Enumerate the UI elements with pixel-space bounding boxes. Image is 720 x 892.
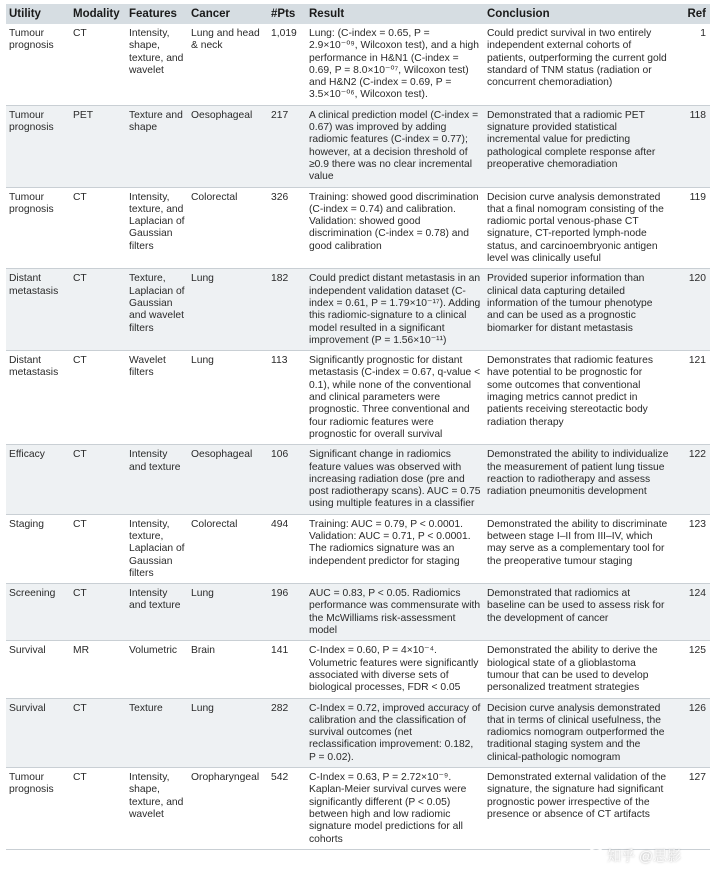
cell-cancer: Lung bbox=[188, 269, 268, 351]
table-row bbox=[6, 768, 710, 850]
cell-utility: Survival bbox=[9, 645, 46, 657]
cell-cancer: Colorectal bbox=[191, 191, 238, 203]
cell-result: AUC = 0.83, P < 0.05. Radiomics performance was commensurate with the McWilliams risk-assessment model bbox=[306, 584, 484, 641]
cell-ref: 124 bbox=[672, 584, 710, 641]
cell-ref: 118 bbox=[672, 105, 710, 187]
cell-pts: 326 bbox=[271, 191, 289, 203]
cell-features: Intensity, shape, texture, and wavelet bbox=[129, 772, 184, 820]
header-conclusion: Conclusion bbox=[484, 4, 672, 24]
cell-cancer: Lung and head & neck bbox=[191, 28, 260, 52]
cell-utility: Tumour prognosis bbox=[9, 28, 54, 52]
cell-modality: CT bbox=[70, 584, 126, 641]
cell-result: Significant change in radiomics feature values was observed with increasing radiation dose (pre and post radiotherapy scans). AUC = 0.75 using multiple features in a classifier bbox=[306, 445, 484, 514]
cell-modality: CT bbox=[73, 772, 87, 784]
header-result: Result bbox=[306, 4, 484, 24]
cell-ref: 127 bbox=[688, 772, 706, 784]
cell-pts: 494 bbox=[271, 518, 289, 530]
cell-conclusion: Decision curve analysis demonstrated that in terms of clinical usefulness, the radiomics nomogram outperformed the traditional staging system and the clinical-pathologic nomogram bbox=[484, 698, 672, 767]
cell-ref: 125 bbox=[688, 645, 706, 657]
cell-result: Significantly prognostic for distant metastasis (C-index = 0.67, q-value < 0.1), while none of the conventional and clinical parameters were prognostic. Three conventional and four radiomic features were prognostic for overall survival bbox=[309, 355, 481, 440]
cell-conclusion: Demonstrated that a radiomic PET signature provided statistical incremental value for predicting pathological complete response after preoperative chemoradiation bbox=[484, 105, 672, 187]
cell-features: Intensity and texture bbox=[126, 445, 188, 514]
cell-utility: Distant metastasis bbox=[9, 355, 59, 379]
cell-ref: 1 bbox=[700, 28, 706, 39]
cell-cancer: Lung bbox=[191, 355, 214, 367]
cell-cancer: Oesophageal bbox=[188, 105, 268, 187]
cell-result: A clinical prediction model (C-index = 0.67) was improved by adding radiomic features (C-index = 0.77); however, at a decision threshold of ≥0.9 there was no clear incremental value bbox=[306, 105, 484, 187]
cell-ref: 121 bbox=[688, 355, 706, 367]
table-row bbox=[6, 105, 710, 187]
table-row bbox=[6, 641, 710, 698]
zhihu-logo-icon bbox=[588, 847, 604, 863]
cell-features: Texture bbox=[126, 698, 188, 767]
cell-result: C-Index = 0.63, P = 2.72×10⁻⁹. Kaplan-Meier survival curves were significantly different (P < 0.05) between high and low radiomic signature model predictions for all cohorts bbox=[309, 772, 467, 845]
cell-conclusion: Could predict survival in two entirely independent external cohorts of patients, outperforming the current gold standard of TNM status (radiation or concurrent chemoradiation) bbox=[487, 28, 667, 89]
cell-pts: 196 bbox=[268, 584, 306, 641]
cell-result: Could predict distant metastasis in an independent validation dataset (C-index = 0.61, P = 1.79×10⁻¹⁷). Adding this radiomic-signature to a clinical model resulted in a significant improvement (P = 1.56×10⁻¹¹) bbox=[306, 269, 484, 351]
cell-conclusion: Decision curve analysis demonstrated that a final nomogram consisting of the radiomic portal venous-phase CT signature, CT-reported lymph-node status, and carcinoembryonic antigen level was clinically useful bbox=[487, 191, 664, 265]
cell-utility: Survival bbox=[6, 698, 70, 767]
header-ref: Ref bbox=[672, 4, 710, 24]
cell-features: Intensity, shape, texture, and wavelet bbox=[129, 28, 184, 76]
table-body bbox=[6, 24, 710, 849]
table-header-row bbox=[6, 4, 710, 24]
cell-modality: CT bbox=[70, 445, 126, 514]
cell-pts: 282 bbox=[268, 698, 306, 767]
cell-conclusion: Demonstrated that radiomics at baseline can be used to assess risk for the development of cancer bbox=[484, 584, 672, 641]
cell-features: Texture and shape bbox=[126, 105, 188, 187]
header-pts: #Pts bbox=[268, 4, 306, 24]
cell-modality: MR bbox=[73, 645, 90, 657]
cell-result: Training: showed good discrimination (C-index = 0.74) and calibration. Validation: showed good discrimination (C-index = 0.78) and good calibration bbox=[309, 191, 479, 252]
cell-features: Intensity, texture, and Laplacian of Gaussian filters bbox=[129, 191, 185, 252]
cell-conclusion: Demonstrated the ability to derive the biological state of a glioblastoma tumour that can be used to develop personalized treatment strategies bbox=[487, 645, 658, 694]
header-features: Features bbox=[126, 4, 188, 24]
cell-utility: Tumour prognosis bbox=[6, 105, 70, 187]
cell-ref: 126 bbox=[672, 698, 710, 767]
cell-modality: CT bbox=[73, 191, 87, 203]
cell-cancer: Colorectal bbox=[191, 518, 238, 530]
header-cancer: Cancer bbox=[188, 4, 268, 24]
cell-pts: 182 bbox=[268, 269, 306, 351]
cell-cancer: Oesophageal bbox=[188, 445, 268, 514]
cell-conclusion: Provided superior information than clinical data capturing detailed information of the tumour phenotype and can be used as a prognostic biomarker for distant metastasis bbox=[484, 269, 672, 351]
cell-utility: Efficacy bbox=[6, 445, 70, 514]
cell-result: Lung: (C-index = 0.65, P = 2.9×10⁻⁰⁹, Wilcoxon test), and a high performance in H&N1 (C-index = 0.69, P = 8.0×10⁻⁰⁷, Wilcoxon test) and H&N2 (C-index = 0.69, P = 3.5×10⁻⁰⁶, Wilcoxon test). bbox=[309, 28, 479, 101]
cell-pts: 106 bbox=[268, 445, 306, 514]
cell-conclusion: Demonstrated external validation of the signature, the signature had significant prognostic power irrespective of the presence or absence of CT artifacts bbox=[487, 772, 667, 820]
cell-ref: 123 bbox=[688, 518, 706, 530]
cell-features: Volumetric bbox=[129, 645, 178, 657]
cell-ref: 119 bbox=[689, 191, 706, 203]
table-row bbox=[6, 24, 710, 105]
cell-result: Training: AUC = 0.79, P < 0.0001. Validation: AUC = 0.71, P < 0.0001. The radiomics signature was an independent predictor for staging bbox=[309, 518, 471, 567]
table-row bbox=[6, 514, 710, 583]
table-row bbox=[6, 187, 710, 269]
table-row bbox=[6, 445, 710, 514]
cell-pts: 217 bbox=[268, 105, 306, 187]
cell-conclusion: Demonstrated the ability to discriminate between stage I–II from III–IV, which may serve as a complementary tool for the preoperative tumour staging bbox=[487, 518, 668, 567]
cell-utility: Tumour prognosis bbox=[9, 191, 54, 215]
cell-pts: 542 bbox=[271, 772, 289, 784]
cell-modality: CT bbox=[70, 698, 126, 767]
cell-conclusion: Demonstrated the ability to individualize the measurement of patient lung tissue reaction to radiotherapy and assess radiation pneumonitis development bbox=[484, 445, 672, 514]
cell-modality: PET bbox=[70, 105, 126, 187]
table-row bbox=[6, 351, 710, 445]
cell-result: C-Index = 0.72, improved accuracy of calibration and the classification of survival outcomes (net reclassification improvement: 0.182, P = 0.02). bbox=[306, 698, 484, 767]
table-row bbox=[6, 698, 710, 767]
cell-cancer: Lung bbox=[188, 584, 268, 641]
cell-conclusion: Demonstrates that radiomic features have potential to be prognostic for some outcomes that conventional imaging metrics cannot predict in patients receiving stereotactic body radiation therapy bbox=[487, 355, 653, 428]
cell-modality: CT bbox=[73, 518, 87, 530]
cell-pts: 141 bbox=[271, 645, 289, 657]
cell-features: Intensity, texture, Laplacian of Gaussian filters bbox=[129, 518, 185, 579]
cell-pts: 113 bbox=[271, 355, 288, 367]
watermark-text: 知乎 @思影 bbox=[607, 848, 682, 864]
cell-ref: 122 bbox=[672, 445, 710, 514]
cell-features: Wavelet filters bbox=[129, 355, 166, 379]
cell-modality: CT bbox=[73, 28, 87, 39]
cell-utility: Screening bbox=[6, 584, 70, 641]
cell-features: Texture, Laplacian of Gaussian and wavelet filters bbox=[126, 269, 188, 351]
cell-result: C-Index = 0.60, P = 4×10⁻⁴. Volumetric features were significantly associated with diverse sets of biological processes, FDR < 0.05 bbox=[309, 645, 479, 694]
radiomics-studies-table bbox=[6, 4, 710, 850]
cell-pts: 1,019 bbox=[271, 28, 297, 39]
cell-modality: CT bbox=[70, 269, 126, 351]
cell-utility: Distant metastasis bbox=[6, 269, 70, 351]
table-row bbox=[6, 269, 710, 351]
header-modality: Modality bbox=[70, 4, 126, 24]
cell-cancer: Lung bbox=[188, 698, 268, 767]
cell-utility: Tumour prognosis bbox=[9, 772, 54, 796]
cell-cancer: Oropharyngeal bbox=[191, 772, 260, 784]
cell-ref: 120 bbox=[672, 269, 710, 351]
cell-utility: Staging bbox=[9, 518, 44, 530]
cell-modality: CT bbox=[73, 355, 87, 367]
cell-features: Intensity and texture bbox=[126, 584, 188, 641]
cell-cancer: Brain bbox=[191, 645, 216, 657]
table-row bbox=[6, 584, 710, 641]
watermark bbox=[588, 846, 681, 866]
header-utility: Utility bbox=[6, 4, 70, 24]
